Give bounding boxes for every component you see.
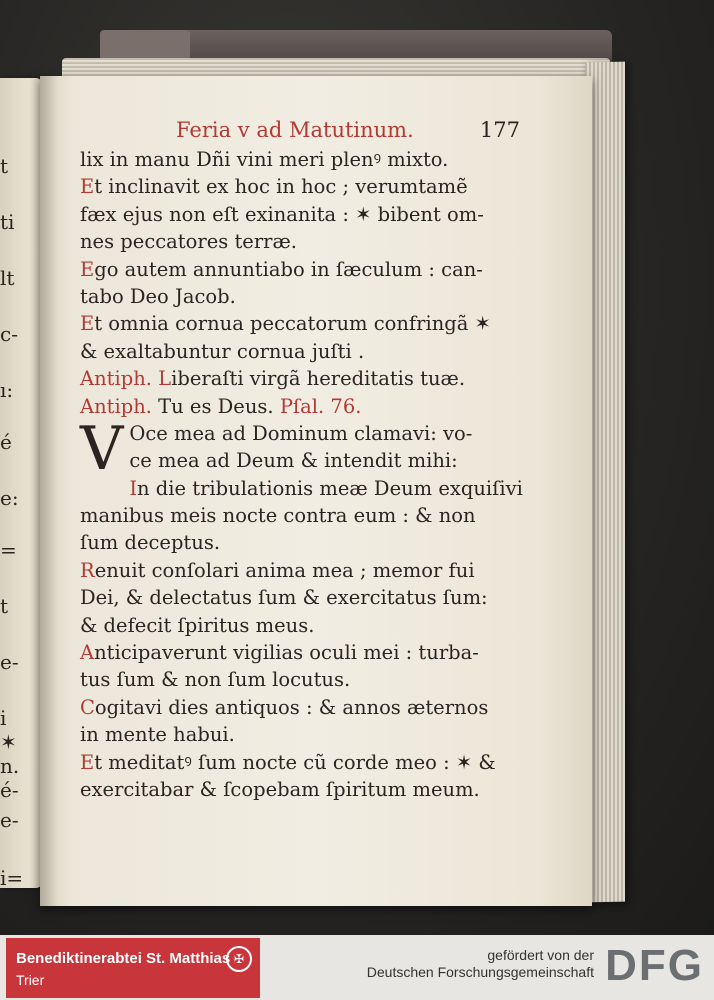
- body-text: lix in manu Dñi vini meri plenꝰ mixto.: [80, 148, 449, 171]
- text-line: [80, 393, 520, 420]
- text-line: [80, 749, 520, 776]
- body-text: & defecit ſpiritus meus.: [80, 613, 315, 637]
- text-line: [80, 365, 520, 392]
- body-text: t inclinavit ex hoc in hoc ; verumtamẽ: [94, 175, 468, 199]
- body-text: tus ſum & non ſum locutus.: [80, 668, 351, 692]
- text-line: [80, 529, 520, 556]
- header-title: Feria v ad Matutinum.: [176, 118, 414, 142]
- left-page-fragment: t: [0, 594, 9, 618]
- left-page-fragment: é-: [0, 778, 19, 802]
- text-line: [80, 228, 520, 255]
- text-line: [80, 475, 523, 502]
- text-line: [80, 283, 520, 310]
- left-page-fragment: t: [0, 154, 9, 178]
- text-line: [80, 256, 520, 283]
- left-page-fragment: ı:: [0, 378, 14, 402]
- page-number: 177: [479, 118, 520, 142]
- institution-city: Trier: [16, 972, 45, 988]
- body-text: ogitavi dies antiquos : & annos æternos: [94, 695, 489, 719]
- dfg-logo[interactable]: DFG: [605, 941, 704, 990]
- text-line: [80, 666, 520, 693]
- abbey-logo-icon: ✠: [226, 946, 252, 972]
- body-text: t meditatꝰ ſum nocte cũ corde meo : ✶ &: [94, 750, 496, 774]
- left-page-fragment: n.: [0, 754, 20, 778]
- left-page-fragment: e-: [0, 650, 19, 674]
- body-text: & exaltabuntur cornua juſti .: [80, 339, 365, 363]
- body-text: go autem annuntiabo in ſæculum : can-: [94, 257, 483, 281]
- text-line: [80, 584, 520, 611]
- text-line: [80, 146, 520, 173]
- rubric-text: C: [80, 695, 95, 719]
- rubric-text: A: [80, 641, 95, 665]
- page-text: [80, 118, 523, 803]
- rubric-text: Antiph. L: [80, 367, 172, 391]
- text-line: Oce mea ad Dominum clamavi: vo-: [129, 421, 473, 445]
- verse-block-1: [80, 146, 520, 420]
- left-page-fragment: i: [0, 706, 7, 730]
- body-text: ſum deceptus.: [80, 531, 221, 555]
- funding-note: [367, 947, 594, 981]
- body-text: Tu es Deus.: [158, 394, 280, 418]
- left-page-fragment: lt: [0, 266, 15, 290]
- body-text: fæx ejus non eſt exinanita : ✶ bibent om-: [80, 202, 484, 226]
- rubric-text: R: [80, 558, 95, 582]
- text-line: [80, 502, 520, 529]
- text-line: [80, 639, 520, 666]
- text-line: [80, 612, 520, 639]
- funding-line-2: Deutschen Forschungsgemeinschaft: [366, 964, 594, 980]
- body-text: nticipaverunt vigilias oculi mei : turba-: [94, 641, 479, 665]
- funding-line-1: gefördert von der: [487, 947, 594, 963]
- left-page-fragment: i=: [0, 866, 24, 890]
- body-text: n die tribulationis meæ Deum exquiſivi: [137, 476, 523, 500]
- verse-block-2: [80, 475, 523, 804]
- text-line: [80, 694, 520, 721]
- text-line: [80, 338, 520, 365]
- rubric-text: E: [80, 257, 95, 281]
- left-page-fragment: é: [0, 430, 12, 454]
- rubric-text: I: [129, 476, 138, 500]
- text-line: [80, 173, 520, 200]
- text-line: [80, 776, 520, 803]
- rubric-text: E: [80, 312, 95, 336]
- rubric-text: E: [80, 175, 95, 199]
- body-text: t omnia cornua peccatorum confringã ✶: [94, 312, 491, 336]
- left-page-fragment: e-: [0, 808, 19, 832]
- left-page-fragment: ✶: [0, 730, 17, 754]
- body-text: nes peccatores terræ.: [80, 230, 297, 254]
- drop-cap: V: [80, 413, 124, 484]
- body-text: manibus meis nocte contra eum : & non: [80, 504, 476, 528]
- text-line: [80, 310, 520, 337]
- left-page-fragment: c-: [0, 322, 18, 346]
- body-text: tabo Deo Jacob.: [80, 284, 236, 308]
- institution-name: Benediktinerabtei St. Matthias: [16, 950, 231, 967]
- body-text: exercitabar & ſcopebam ſpiritum meum.: [80, 778, 480, 801]
- rubric-text: E: [80, 750, 95, 774]
- psalm-opening: [80, 413, 520, 484]
- body-text: Dei, & delectatus ſum & exercitatus ſum:: [80, 586, 488, 610]
- text-line: ce mea ad Deum & intendit mihi:: [129, 449, 458, 473]
- institution-badge[interactable]: [6, 938, 260, 998]
- rubric-text: Antiph.: [80, 394, 159, 418]
- left-page: [0, 78, 42, 888]
- left-page-fragment: =: [0, 538, 17, 562]
- text-line: [80, 557, 520, 584]
- footer-bar: [0, 935, 714, 1000]
- text-line: [80, 721, 520, 748]
- rubric-text: Pſal. 76.: [279, 394, 362, 418]
- body-text: enuit conſolari anima mea ; memor fui: [94, 558, 475, 582]
- left-page-fragment: e:: [0, 486, 19, 510]
- text-line: [80, 201, 520, 228]
- book-clasp: [100, 30, 190, 60]
- body-text: iberaſti virgã hereditatis tuæ.: [171, 367, 466, 391]
- body-text: in mente habui.: [80, 723, 235, 747]
- page-gutter: [40, 76, 58, 906]
- running-header: [80, 118, 520, 146]
- left-page-fragment: ti: [0, 210, 15, 234]
